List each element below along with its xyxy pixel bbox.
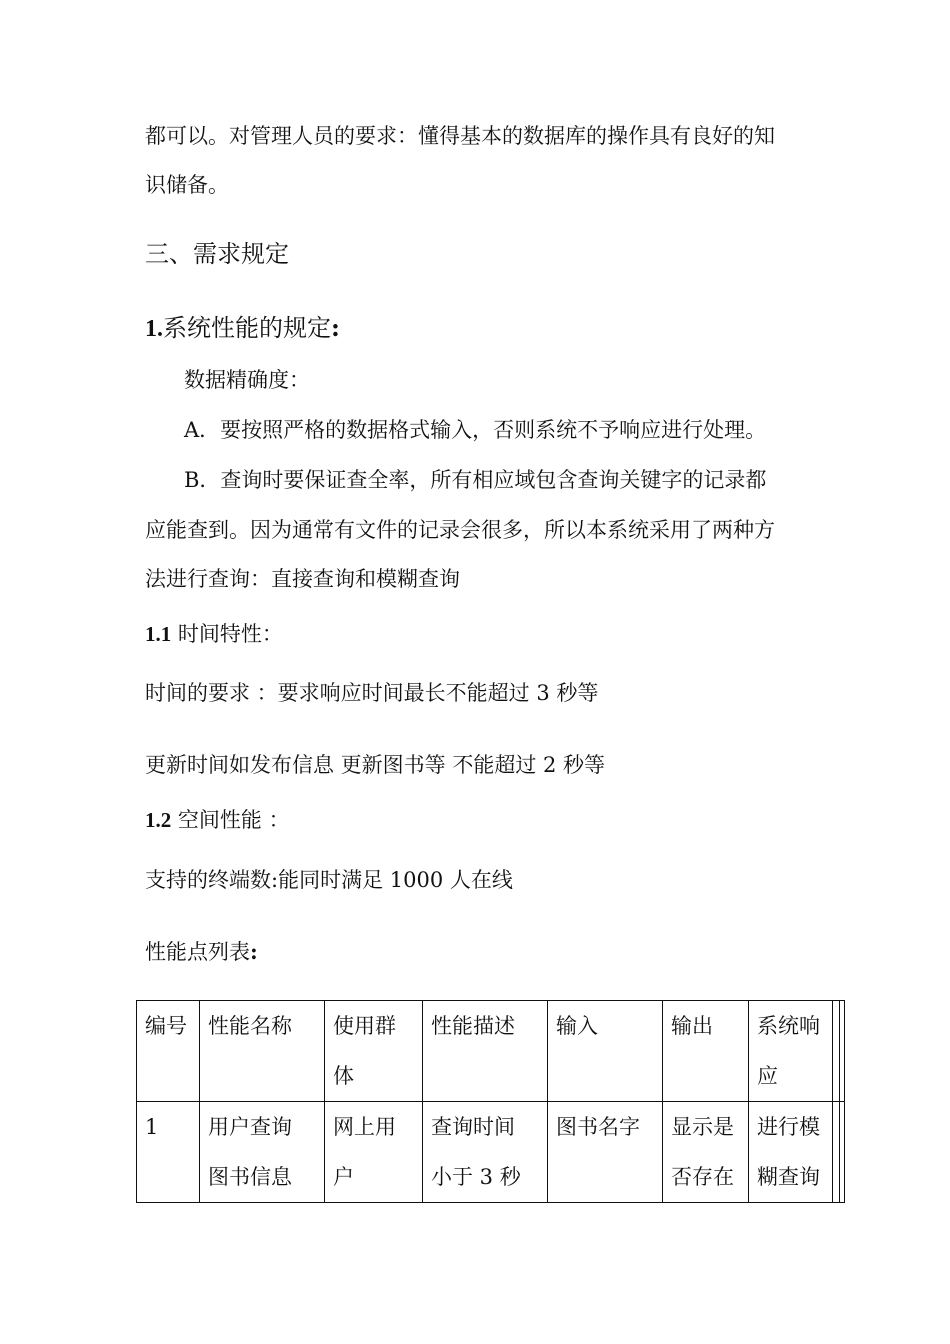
cell-line: 图书信息: [208, 1165, 292, 1189]
list-item: B．查询时要保证查全率，所有相应域包含查询关键字的记录都: [184, 468, 767, 492]
list-item: A．要按照严格的数据格式输入，否则系统不予响应进行处理。: [184, 418, 767, 442]
cell-line: 显示是: [671, 1115, 734, 1139]
empty-cell: [833, 1001, 840, 1102]
cell-line: 查询时间: [431, 1115, 515, 1139]
paragraph-line: 识储备。: [145, 173, 229, 197]
header-cell-name: [200, 1001, 325, 1102]
table-caption-text: 性能点列表: [145, 940, 250, 964]
subsection-number: 1.: [145, 316, 163, 342]
subsection-title: 空间性能 ：: [171, 808, 290, 832]
cell-description: [423, 1102, 548, 1203]
subsection-heading: [145, 806, 290, 834]
paragraph-line: 应能查到。因为通常有文件的记录会很多，所以本系统采用了两种方: [145, 518, 775, 542]
subsection-title: 时间特性：: [171, 622, 283, 646]
cell-line: 编号: [145, 1014, 187, 1038]
empty-cell: [833, 1102, 840, 1203]
cell-line: 输出: [671, 1014, 713, 1038]
subsection-heading: [145, 620, 283, 648]
paragraph-line: 都可以。对管理人员的要求：懂得基本的数据库的操作具有良好的知: [145, 124, 775, 148]
cell-response: [749, 1102, 833, 1203]
header-cell-description: [423, 1001, 548, 1102]
cell-line: 使用群: [333, 1014, 396, 1038]
cell-line: 户: [333, 1165, 354, 1189]
cell-line: 性能名称: [208, 1014, 292, 1038]
performance-table: [136, 1000, 845, 1203]
table-row: [137, 1102, 845, 1203]
header-cell-users: [325, 1001, 423, 1102]
subsection-title: 系统性能的规定: [163, 314, 331, 342]
cell-line: 性能描述: [431, 1014, 515, 1038]
section-heading: 三、需求规定: [145, 240, 289, 268]
cell-input: [548, 1102, 663, 1203]
cell-line: 体: [333, 1064, 354, 1088]
cell-id: [137, 1102, 200, 1203]
table-caption-colon: :: [250, 939, 258, 964]
header-cell-response: [749, 1001, 833, 1102]
cell-name: [200, 1102, 325, 1203]
cell-line: 用户查询: [208, 1115, 292, 1139]
cell-line: 网上用: [333, 1115, 396, 1139]
cell-line: 1: [145, 1115, 159, 1139]
cell-line: 进行模: [757, 1115, 820, 1139]
header-cell-output: [663, 1001, 749, 1102]
paragraph-line: 法进行查询：直接查询和模糊查询: [145, 567, 460, 591]
empty-cell: [840, 1102, 845, 1203]
cell-line: 否存在: [671, 1165, 734, 1189]
paragraph-line: 支持的终端数:能同时满足 1000 人在线: [145, 868, 513, 892]
table-header-row: [137, 1001, 845, 1102]
cell-line: 应: [757, 1064, 778, 1088]
cell-output: [663, 1102, 749, 1203]
paragraph-line: 更新时间如发布信息 更新图书等 不能超过 2 秒等: [145, 753, 606, 777]
header-cell-id: [137, 1001, 200, 1102]
subsection-number: 1.2: [145, 808, 172, 832]
cell-line: 小于 3 秒: [431, 1165, 521, 1189]
subsection-number: 1.1: [145, 622, 172, 646]
subsection-heading: [145, 314, 340, 343]
table-caption: [145, 938, 258, 966]
cell-line: 糊查询: [757, 1165, 820, 1189]
paragraph-line: 时间的要求 ：要求响应时间最长不能超过 3 秒等: [145, 681, 599, 705]
cell-line: 输入: [556, 1014, 598, 1038]
cell-users: [325, 1102, 423, 1203]
empty-cell: [840, 1001, 845, 1102]
subsection-colon: :: [331, 313, 340, 342]
header-cell-input: [548, 1001, 663, 1102]
paragraph-line: 数据精确度：: [184, 368, 310, 392]
cell-line: 图书名字: [556, 1115, 640, 1139]
cell-line: 系统响: [757, 1014, 820, 1038]
